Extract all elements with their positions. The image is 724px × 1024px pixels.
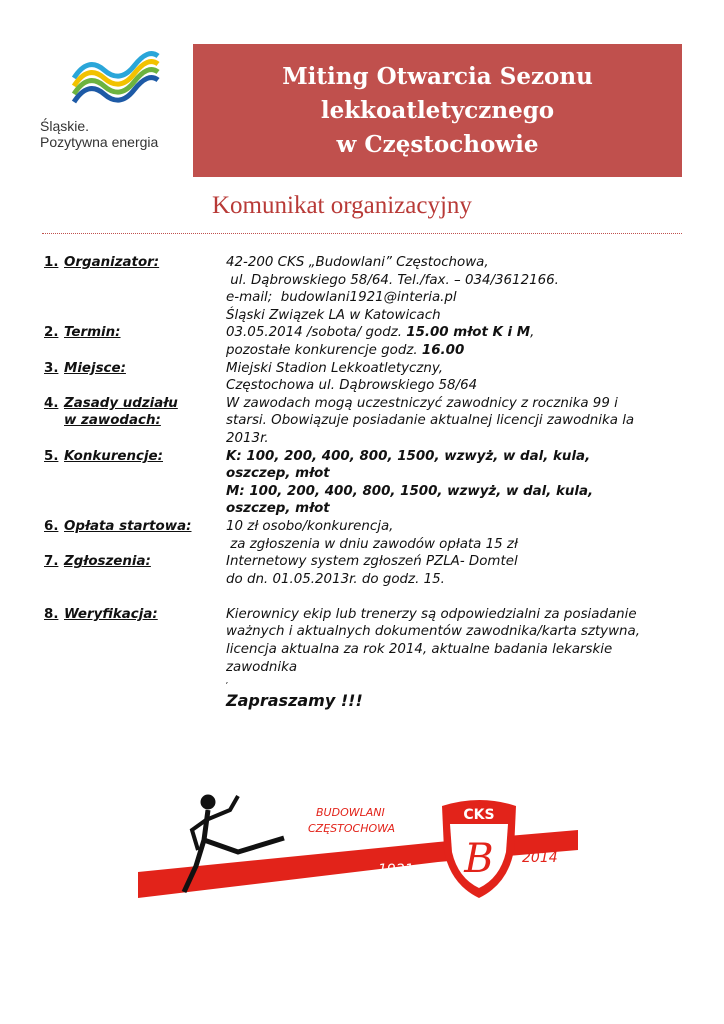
- termin-text: 03.05.2014 /sobota/ godz.: [226, 325, 407, 341]
- section-label: Miejsce:: [64, 360, 126, 376]
- logo-line2: Pozytywna energia: [40, 134, 159, 150]
- value-line: W zawodach mogą uczestniczyć zawodnicy z rocznika 99 i: [226, 395, 618, 411]
- closing-text: Zapraszamy !!!: [226, 691, 363, 711]
- banner-line3: w Częstochowie: [336, 131, 539, 158]
- section-value: [226, 606, 684, 676]
- silesia-waves-icon: [70, 48, 160, 104]
- section-label: Opłata startowa:: [64, 518, 192, 534]
- announcement-body: [44, 254, 684, 710]
- section-value: [226, 254, 684, 324]
- logo-line1: Śląskie.: [40, 118, 90, 134]
- value-line: do dn. 01.05.2013r. do godz. 15.: [226, 571, 445, 587]
- section-label: Zgłoszenia:: [64, 554, 151, 570]
- section-value: [226, 518, 684, 553]
- value-line: [226, 324, 684, 342]
- year-start: 1921: [378, 862, 414, 878]
- section-oplata: [44, 518, 684, 553]
- value-line: M: 100, 200, 400, 800, 1500, wzwyż, w dal, kula,: [226, 483, 594, 499]
- section-label: Weryfikacja:: [64, 606, 158, 622]
- section-label: [64, 395, 226, 448]
- value-line: e-mail; budowlani1921@interia.pl: [226, 290, 457, 306]
- value-line: za zgłoszenia w dniu zawodów opłata 15 zł: [226, 536, 518, 552]
- section-label: Konkurencje:: [64, 448, 163, 464]
- cks-crest-icon: [442, 800, 516, 898]
- value-line: ul. Dąbrowskiego 58/64. Tel./fax. – 034/3612166.: [226, 272, 559, 288]
- section-miejsce: [44, 360, 684, 395]
- value-line: Internetowy system zgłoszeń PZLA- Domtel: [226, 554, 518, 570]
- section-konkurencje: [44, 448, 684, 518]
- value-line: [226, 342, 684, 360]
- section-number: 6.: [44, 518, 59, 534]
- label-line: w zawodach:: [64, 413, 161, 429]
- value-line: 10 zł osobo/konkurencja,: [226, 518, 394, 534]
- section-value: [226, 360, 684, 395]
- section-number: 8.: [44, 606, 59, 622]
- value-line: Kierownicy ekip lub trenerzy są odpowiedzialni za posiadanie: [226, 606, 637, 622]
- dotted-divider: [42, 233, 682, 234]
- value-line: Miejski Stadion Lekkoatletyczny,: [226, 360, 444, 376]
- section-value: [226, 448, 684, 518]
- value-line: oszczep, młot: [226, 466, 330, 482]
- section-label: Organizator:: [64, 255, 160, 270]
- section-number: 5.: [44, 448, 59, 464]
- termin-comma: ,: [530, 325, 535, 341]
- section-number: 7.: [44, 554, 59, 570]
- banner-line1: Miting Otwarcia Sezonu: [282, 63, 593, 90]
- value-line: starsi. Obowiązuje posiadanie aktualnej licencji zawodnika la: [226, 413, 635, 429]
- section-number: 4.: [44, 395, 59, 411]
- stray-mark: ,: [226, 676, 229, 686]
- title-banner: [193, 44, 682, 177]
- section-weryfikacja: [44, 606, 684, 676]
- label-line: Zasady udziału: [64, 395, 178, 411]
- section-value: [226, 553, 684, 588]
- spacer: [44, 588, 684, 606]
- section-number: 2.: [44, 325, 59, 341]
- value-line: Częstochowa ul. Dąbrowskiego 58/64: [226, 378, 478, 394]
- section-termin: [44, 324, 684, 359]
- value-line: zawodnika: [226, 659, 298, 675]
- section-zgloszenia: [44, 553, 684, 588]
- footer-svg: [138, 780, 578, 900]
- value-line: licencja aktualna za rok 2014, aktualne badania lekarskie: [226, 642, 613, 658]
- club-name-line2: CZĘSTOCHOWA: [308, 822, 395, 835]
- termin-bold: 16.00: [421, 342, 465, 358]
- value-line: 2013r.: [226, 430, 269, 446]
- subtitle: Komunikat organizacyjny: [212, 192, 472, 219]
- value-line: Śląski Związek LA w Katowicach: [226, 307, 441, 323]
- value-line: 42-200 CKS „Budowlani” Częstochowa,: [226, 255, 489, 270]
- value-line: ważnych i aktualnych dokumentów zawodnika/karta sztywna,: [226, 624, 640, 640]
- crest-text: CKS: [463, 807, 495, 823]
- crest-letter: B: [464, 836, 494, 882]
- footer-graphic: [138, 780, 578, 900]
- section-organizator: [44, 254, 684, 324]
- logo-text: [40, 118, 158, 150]
- termin-text: pozostałe konkurencje godz.: [226, 342, 422, 358]
- section-value: [226, 395, 684, 448]
- value-line: oszczep, młot: [226, 501, 330, 517]
- year-end: 2014: [522, 850, 558, 866]
- section-label: Termin:: [64, 325, 121, 341]
- banner-line2: lekkoatletycznego: [320, 97, 555, 124]
- section-zasady: [44, 395, 684, 448]
- value-line: K: 100, 200, 400, 800, 1500, wzwyż, w dal, kula,: [226, 448, 591, 464]
- silesia-logo: [30, 48, 180, 158]
- section-number: 1.: [44, 255, 59, 270]
- section-number: 3.: [44, 360, 59, 376]
- termin-bold: 15.00 młot K i M: [406, 325, 531, 341]
- section-value: [226, 324, 684, 359]
- club-name-line1: BUDOWLANI: [316, 806, 385, 819]
